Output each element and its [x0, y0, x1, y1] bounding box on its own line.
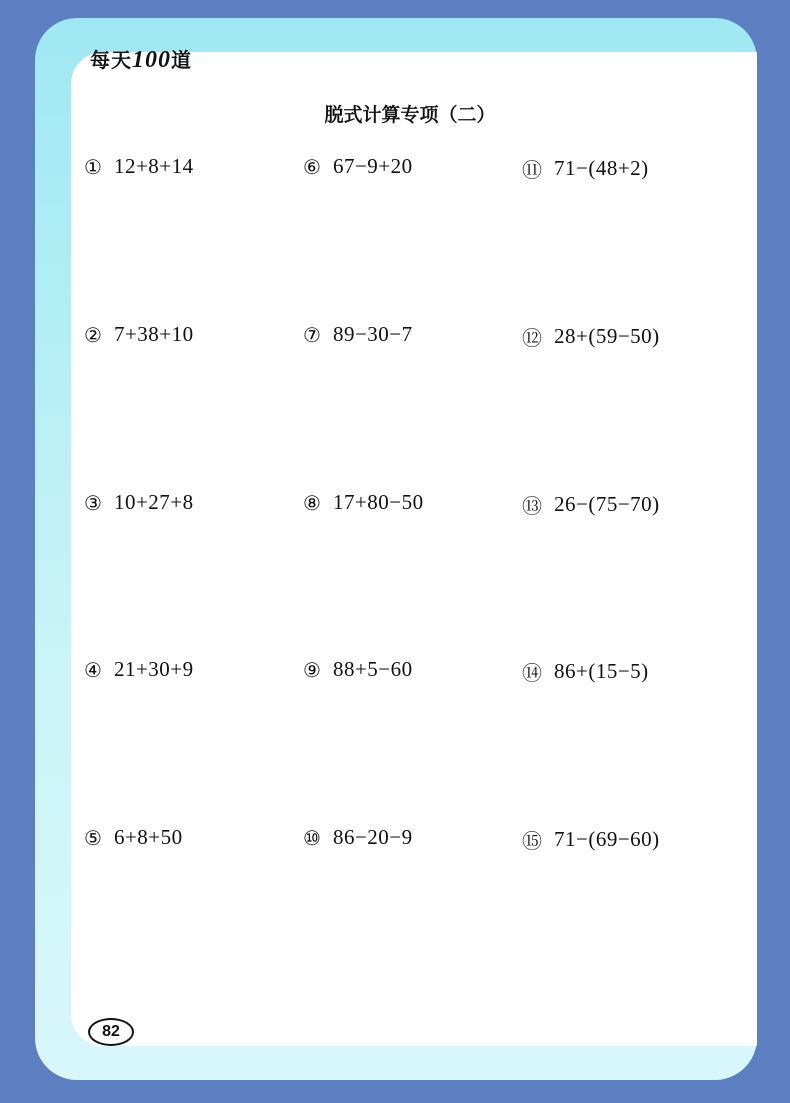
- problem-expression: 86+(15−5): [554, 659, 649, 683]
- problem-item: [303, 490, 424, 515]
- problem-expression: 21+30+9: [113, 657, 194, 681]
- problem-item: [522, 825, 660, 854]
- problem-item: [303, 657, 413, 682]
- problem-expression: 6+8+50: [113, 825, 183, 849]
- problem-number: ⑭: [522, 661, 542, 685]
- problem-number: ⑥: [303, 154, 321, 179]
- problem-expression: 10+27+8: [113, 490, 194, 514]
- problem-item: [84, 825, 183, 850]
- problem-number: ④: [84, 657, 102, 682]
- problem-expression: 17+80−50: [332, 490, 424, 514]
- problem-item: [522, 490, 660, 519]
- problem-number: ⑧: [303, 490, 321, 515]
- problem-number: ②: [84, 322, 102, 347]
- badge-prefix: 每天: [90, 48, 132, 72]
- problem-item: [522, 322, 660, 351]
- problem-expression: 7+38+10: [113, 322, 194, 346]
- problem-item: [84, 657, 194, 682]
- problem-expression: 28+(59−50): [554, 324, 660, 348]
- problem-item: [522, 154, 649, 183]
- problem-number: ⑦: [303, 322, 321, 347]
- worksheet-title: 脱式计算专项（二）: [324, 104, 496, 126]
- problem-expression: 89−30−7: [332, 322, 413, 346]
- problem-item: [303, 322, 413, 347]
- problem-item: [522, 657, 649, 686]
- problem-expression: 67−9+20: [332, 154, 413, 178]
- badge-suffix: 道: [171, 48, 192, 72]
- page-number: 82: [88, 1018, 134, 1046]
- daily-100-badge: [90, 44, 192, 74]
- problem-number: ⑮: [522, 829, 542, 853]
- problem-expression: 12+8+14: [113, 154, 194, 178]
- problem-number: ⑤: [84, 825, 102, 850]
- problem-expression: 26−(75−70): [554, 492, 660, 516]
- problem-item: [303, 825, 413, 850]
- problem-expression: 88+5−60: [332, 657, 413, 681]
- problem-number: ①: [84, 154, 102, 179]
- problem-number: ③: [84, 490, 102, 515]
- problem-item: [84, 154, 194, 179]
- problem-expression: 86−20−9: [332, 825, 413, 849]
- problem-expression: 71−(69−60): [554, 827, 660, 851]
- problem-number: ⑪: [522, 158, 542, 182]
- problem-number: ⑬: [522, 494, 542, 518]
- problem-number: ⑩: [303, 825, 321, 850]
- worksheet-paper: [71, 52, 757, 1046]
- badge-number: 100: [132, 47, 171, 73]
- problem-item: [303, 154, 413, 179]
- problem-item: [84, 490, 194, 515]
- problem-expression: 71−(48+2): [554, 156, 649, 180]
- problem-item: [84, 322, 194, 347]
- problem-number: ⑨: [303, 657, 321, 682]
- problem-number: ⑫: [522, 326, 542, 350]
